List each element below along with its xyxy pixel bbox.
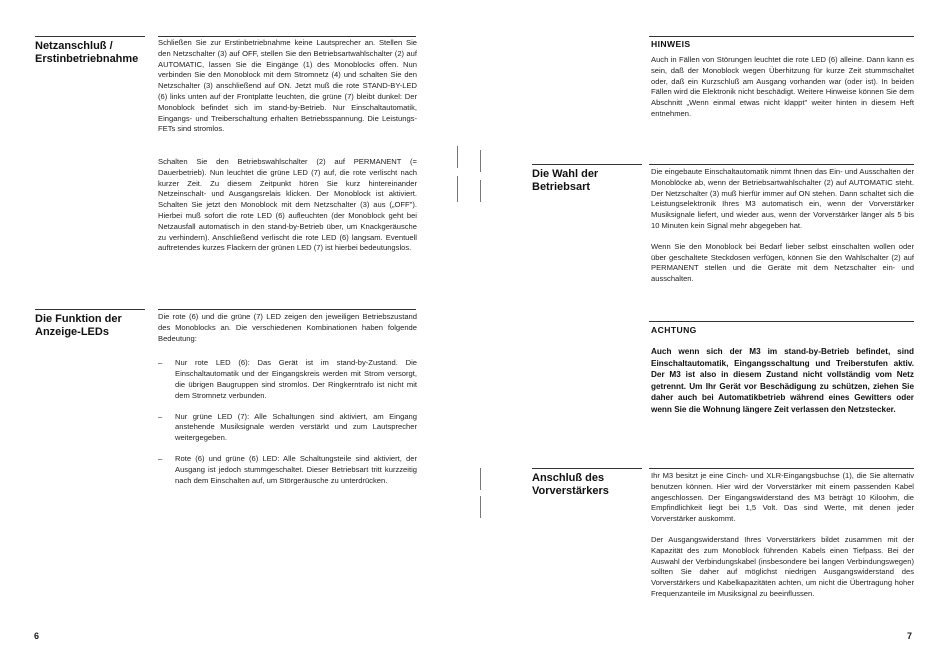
heading-rule [532, 164, 642, 165]
hint-label: HINWEIS [651, 39, 691, 49]
operating-mode-text [651, 167, 914, 292]
hint-text [651, 55, 914, 127]
list-item [158, 412, 417, 444]
paragraph: Schließen Sie zur Erstinbetriebnahme keine Lautsprecher an. Stellen Sie den Netzschalter (3) auf OFF, stellen Sie den Betriebsartwahlschalter (2) auf AUTOMATIC, lassen Sie die Eingänge (1) des Monoblocks offen. Nun verbinden Sie den Monoblock mit dem Stromnetz (4) und schalten Sie den Netzschalter (3) anschließend auf ON. Jetzt muß die rote STAND-BY-LED (6) links unten auf der Frontplatte leuchten, die grüne (7) bleibt dunkel: Der Monoblock befindet sich im stand-by-Betrieb. Nur Einschaltautomatik, Eingangs- und Treiberschaltung erhalten Betriebsspannung. Die Leistungs-FETs sind stromlos. [158, 38, 417, 134]
heading-power-connection [35, 40, 145, 66]
page-number: 7 [907, 631, 913, 641]
heading-line: Erstinbetriebnahme [35, 53, 139, 65]
warning-label: ACHTUNG [651, 325, 697, 335]
heading-line: Netzanschluß / [35, 40, 113, 52]
section-rule [649, 36, 914, 37]
heading-operating-mode [532, 168, 642, 194]
margin-mark [457, 176, 458, 202]
heading-preamp-connection [532, 472, 642, 498]
list-item-text: Rote (6) und grüne (6) LED: Alle Schaltungsteile sind aktiviert, der Ausgang ist jedoch stummgeschaltet. Dieser Betriebsart tritt kurzzeitig nach dem Einschalten auf, um Störgeräusche zu unterdrücken. [175, 453, 417, 485]
paragraph: Schalten Sie den Betriebswahlschalter (2) auf PERMANENT (= Dauerbetrieb). Nun leuchtet die grüne LED (7) auf, die rote verlischt nach kurzer Zeit. Zu diesem Zeitpunkt hören Sie kurz hintereinander Netzeinschalt- und Ausgangsrelais klicken. Der Monoblock ist aktiviert. Schalten Sie jetzt den Monoblock mit dem Netzschalter (3) aus („OFF"). Hierbei muß sofort die rote LED (6) aufleuchten (der Monoblock geht bei Netzausfall automatisch in den stand-by-Betrieb über, um Knackgeräusche zu verhindern). Anschließend verlischt die rote LED (6) langsam. Eventuell auftretendes kurzes Flackern der grünen LED (7) ist hierbei bedeutungslos. [158, 157, 417, 253]
list-dash: – [158, 453, 163, 463]
section-rule [158, 309, 416, 310]
warning-text [651, 346, 914, 415]
paragraph: Die rote (6) und die grüne (7) LED zeigen den jeweiligen Betriebszustand des Monoblocks an. Die verschiedenen Kombinationen haben folgende Bedeutung: [158, 312, 417, 343]
section-rule [649, 468, 914, 469]
list-item [158, 454, 417, 486]
heading-line: Anschluß des [532, 472, 605, 484]
power-connection-text-2 [158, 157, 417, 261]
preamp-connection-text [651, 471, 914, 607]
margin-mark [480, 468, 481, 490]
heading-rule [35, 309, 145, 310]
paragraph: Auch wenn sich der M3 im stand-by-Betrieb befindet, sind Einschaltautomatik, Eingangsschaltung und Treiberstufen aktiv. Der M3 ist also in diesem Zustand nicht vollständig vom Netz getrennt. Um Ihr Gerät vor Beschädigung zu schützen, ziehen Sie daher auch bei Automatikbetrieb während eines Gewitters oder wenn Sie die Wohnung längere Zeit verlassen den Netzstecker. [651, 347, 914, 414]
paragraph: Auch in Fällen von Störungen leuchtet die rote LED (6) alleine. Dann kann es sein, daß der Monoblock wegen Überhitzung für kurze Zeit stummschaltet oder, daß ein Kurzschluß am Ausgang vorhanden war (oder ist). In beiden Fällen wird die Elektronik nicht beschädigt. Weitere Hinweise können Sie dem Abschnitt „Wenn einmal etwas nicht klappt" weiter hinten in diesem Heft entnehmen. [651, 55, 914, 118]
paragraph: Die eingebaute Einschaltautomatik nimmt Ihnen das Ein- und Ausschalten der Monoblöcke ab, wenn der Betriebsartwahlschalter (2) auf AUTOMATIC steht. Der Netzschalter (3) muß hierfür immer auf ON stehen. Dann schaltet sich die Leistungselektronik Ihres M3 automatisch ein, wenn der Vorverstärker Musiksignale liefert, und wieder aus, wenn der Vorverstärker länger als 5 bis 10 Minuten kein Signal mehr abgegeben hat. [651, 167, 914, 230]
margin-mark [480, 150, 481, 172]
heading-line: Die Wahl der [532, 168, 599, 180]
led-function-text [158, 312, 417, 496]
paragraph: Der Ausgangswiderstand Ihres Vorverstärkers bildet zusammen mit der Kapazität des zum Monoblock führenden Kabels einen Tiefpass. Bei der Auswahl der Verbindungskabel (insbesondere bei langen Verbindungswegen) sollten Sie daher auf möglichst niedrigen Ausgangswiderstand des Vorverstärkers und Kabelkapazitäten achten, um nicht die Übertragung hoher Frequenzanteile im Musiksignal zu beeinflussen. [651, 534, 914, 598]
heading-line: Anzeige-LEDs [35, 326, 109, 338]
page-number: 6 [34, 631, 40, 641]
list-dash: – [158, 411, 163, 421]
heading-line: Vorverstärkers [532, 485, 609, 497]
right-page [475, 0, 950, 671]
margin-mark [457, 146, 458, 168]
margin-mark [480, 496, 481, 518]
heading-line: Betriebsart [532, 181, 591, 193]
list-dash: – [158, 358, 163, 368]
section-rule [158, 36, 416, 37]
heading-led-function [35, 313, 145, 339]
margin-mark [480, 180, 481, 202]
heading-line: Die Funktion der [35, 313, 122, 325]
heading-rule [35, 36, 145, 37]
list-item [158, 358, 417, 401]
section-rule [649, 164, 914, 165]
power-connection-text [158, 38, 417, 142]
paragraph: Ihr M3 besitzt je eine Cinch- und XLR-Eingangsbuchse (1), die Sie alternativ benutzen können. Hier wird der Vorverstärker mit einem passenden Kabel angeschlossen. Der Eingangswiderstand des M3 beträgt 10 Kiloohm, die Empfindlichkeit liegt bei 1,5 Volt. Das sind Werte, mit denen jeder Vorverstärker auskommt. [651, 471, 914, 524]
section-rule [649, 321, 914, 322]
list-item-text: Nur grüne LED (7): Alle Schaltungen sind aktiviert, am Eingang anstehende Musiksignale werden verstärkt und zum Lautsprecher weitergegeben. [175, 411, 417, 443]
list-item-text: Nur rote LED (6): Das Gerät ist im stand-by-Zustand. Die Einschaltautomatik und der Eingangskreis werden mit Strom versorgt, die übrigen Baugruppen sind stromlos. Der Ringkerntrafo ist nicht mit dem Stromnetz verbunden. [175, 358, 417, 400]
heading-rule [532, 468, 642, 469]
paragraph: Wenn Sie den Monoblock bei Bedarf lieber selbst einschalten wollen oder über geschaltete Steckdosen verfügen, können Sie den Wahlschalter (2) auf PERMANENT stellen und die Geräte mit dem Netzschalter ein- und ausschalten. [651, 241, 914, 284]
